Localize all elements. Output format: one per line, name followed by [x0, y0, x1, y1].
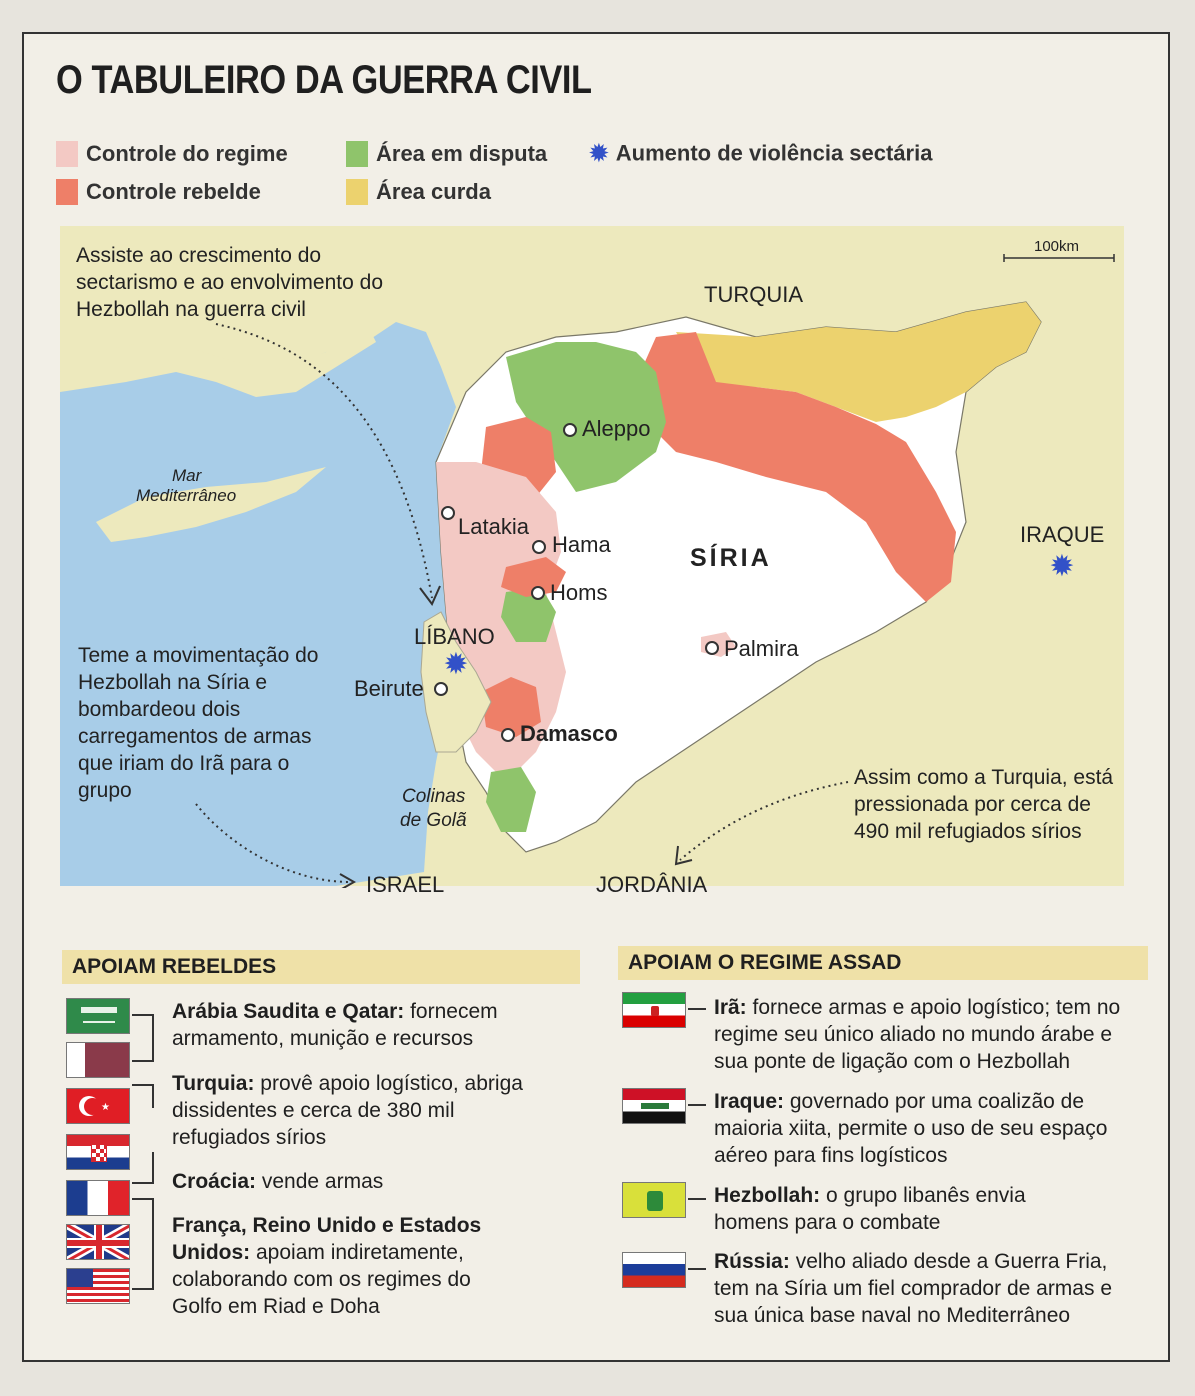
- qatar-flag-icon: [66, 1042, 130, 1078]
- city-marker-palmira: [706, 642, 718, 654]
- city-homs: Homs: [550, 580, 608, 605]
- city-marker-beirute: [435, 683, 447, 695]
- label-libano: LÍBANO: [414, 624, 495, 649]
- star-icon: ✹: [588, 138, 610, 168]
- rebel-item-text: provê apoio logístico, abriga dissidentes e cerca de 380 mil refugiados sírios: [172, 1072, 523, 1149]
- page-title: O TABULEIRO DA GUERRA CIVIL: [56, 58, 592, 102]
- label-colinas: Colinas: [402, 786, 466, 807]
- croatia-flag-icon: [66, 1134, 130, 1170]
- city-damasco: Damasco: [520, 721, 618, 746]
- annotation-jordan: Assim como a Turquia, está pressionada por cerca de 490 mil refugiados sírios: [854, 766, 1114, 843]
- rebel-item-text: apoiam indiretamente, colaborando com os regimes do Golfo em Riad e Doha: [172, 1241, 471, 1318]
- rebel-item-western: [172, 1212, 512, 1320]
- legend-kurdish: Área curda: [346, 178, 491, 205]
- rebel-item-name: Croácia:: [172, 1170, 257, 1193]
- regime-item-name: Iraque:: [714, 1090, 785, 1113]
- regime-item-iran: [714, 994, 1144, 1075]
- city-latakia: Latakia: [458, 514, 529, 539]
- regime-item-text: fornece armas e apoio logístico; tem no regime seu único aliado no mundo árabe e sua ponte de ligação com o Hezbollah: [714, 996, 1121, 1073]
- hezbollah-flag-icon: [622, 1182, 686, 1218]
- regime-item-iraq: [714, 1088, 1134, 1169]
- legend-rebel: Controle rebelde: [56, 178, 261, 205]
- regime-item-name: Hezbollah:: [714, 1184, 821, 1207]
- city-marker-aleppo: [564, 424, 576, 436]
- rebels-heading: APOIAM REBELDES: [62, 950, 580, 984]
- city-marker-homs: [532, 587, 544, 599]
- bracket-russia: [688, 1268, 706, 1270]
- city-hama: Hama: [552, 532, 611, 557]
- legend-swatch-regime: [56, 141, 78, 167]
- city-beirute: Beirute: [354, 676, 424, 701]
- rebel-item-saudi-qatar: [172, 998, 572, 1052]
- iraq-flag-icon: [622, 1088, 686, 1124]
- rebel-item-name: Arábia Saudita e Qatar:: [172, 1000, 405, 1023]
- regime-item-text: governado por uma coalizão de maioria xiita, permite o uso de seu espaço aéreo para fins logísticos: [714, 1090, 1108, 1167]
- city-aleppo: Aleppo: [582, 416, 651, 441]
- label-israel: ISRAEL: [366, 872, 445, 897]
- label-jordania: JORDÂNIA: [596, 872, 708, 897]
- legend-regime: Controle do regime: [56, 140, 288, 167]
- rebel-item-turkey: [172, 1070, 532, 1151]
- label-mar: Mar: [172, 466, 202, 485]
- regime-item-text: velho aliado desde a Guerra Fria, tem na Síria um fiel comprador de armas e sua única base naval no Mediterrâneo: [714, 1250, 1112, 1327]
- city-marker-latakia: [442, 507, 454, 519]
- rebel-item-croatia: [172, 1168, 552, 1195]
- bracket-iraq: [688, 1104, 706, 1106]
- star-icon: ✹: [1049, 549, 1075, 584]
- regime-item-name: Rússia:: [714, 1250, 790, 1273]
- bracket-croatia: [132, 1152, 154, 1184]
- russia-flag-icon: [622, 1252, 686, 1288]
- legend-violence: ✹ Aumento de violência sectária: [588, 138, 933, 168]
- regime-item-hezbollah: [714, 1182, 1094, 1236]
- label-mediterraneo: Mediterrâneo: [136, 486, 237, 505]
- city-palmira: Palmira: [724, 636, 799, 661]
- label-iraque: IRAQUE: [1020, 522, 1105, 547]
- turkey-flag-icon: ★: [66, 1088, 130, 1124]
- label-gola: de Golã: [400, 810, 467, 831]
- scale-label: 100km: [1034, 238, 1080, 255]
- city-marker-damasco: [502, 729, 514, 741]
- regime-item-russia: [714, 1248, 1144, 1329]
- star-icon: ✹: [443, 647, 469, 682]
- bracket-saudi-qatar: [132, 1014, 154, 1062]
- rebel-item-name: França, Reino Unido e Estados Unidos:: [172, 1214, 482, 1264]
- regime-heading: APOIAM O REGIME ASSAD: [618, 946, 1148, 980]
- label-siria: SÍRIA: [690, 544, 772, 572]
- rebel-item-text: vende armas: [256, 1170, 384, 1193]
- saudi-flag-icon: [66, 998, 130, 1034]
- uk-flag-svg: [67, 1225, 130, 1260]
- france-flag-icon: [66, 1180, 130, 1216]
- bracket-turkey: [132, 1084, 154, 1108]
- regime-item-name: Irã:: [714, 996, 747, 1019]
- annotation-lebanon: Assiste ao crescimento do sectarismo e ao envolvimento do Hezbollah na guerra civil: [76, 244, 383, 321]
- bracket-western: [132, 1198, 154, 1290]
- annotation-israel: Teme a movimentação do Hezbollah na Síria e bombardeou dois carregamentos de armas que iriam do Irã para o grupo: [78, 644, 319, 802]
- bracket-iran: [688, 1008, 706, 1010]
- uk-flag-icon: [66, 1224, 130, 1260]
- legend-disputed: Área em disputa: [346, 140, 547, 167]
- bracket-hezbollah: [688, 1198, 706, 1200]
- legend-swatch-disputed: [346, 141, 368, 167]
- iran-flag-icon: [622, 992, 686, 1028]
- rebel-item-text: fornecem armamento, munição e recursos: [172, 1000, 498, 1050]
- map-area: [36, 192, 1124, 897]
- label-turquia: TURQUIA: [704, 282, 803, 307]
- usa-flag-icon: [66, 1268, 130, 1304]
- regime-item-text: o grupo libanês envia homens para o combate: [714, 1184, 1026, 1234]
- rebel-item-name: Turquia:: [172, 1072, 255, 1095]
- city-marker-hama: [533, 541, 545, 553]
